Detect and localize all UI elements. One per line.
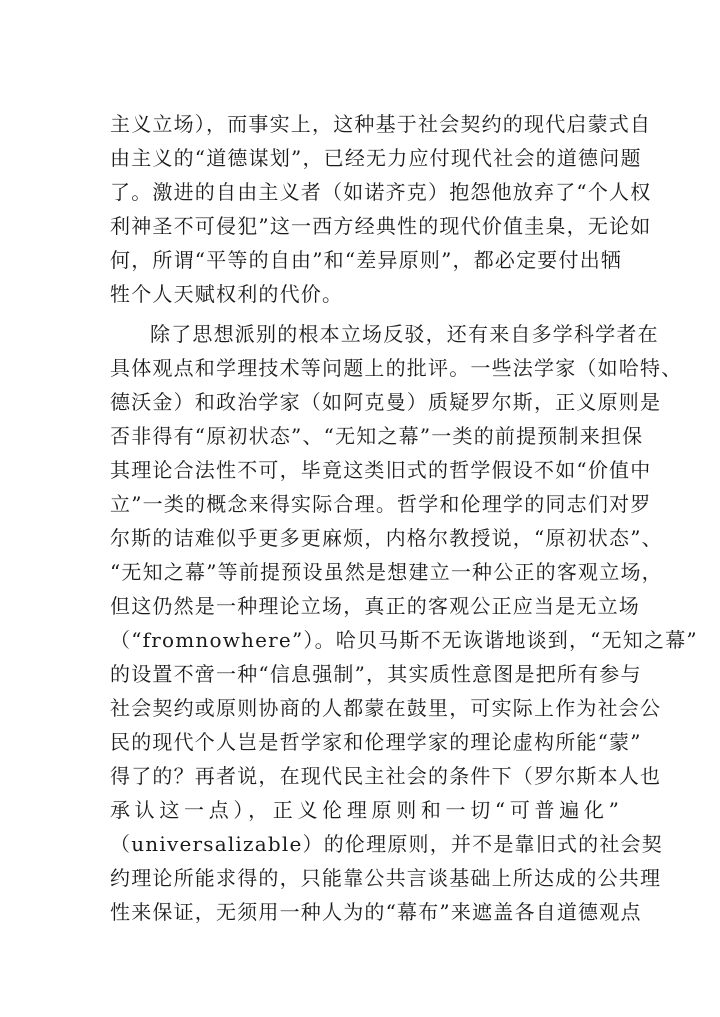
text-line: 尔斯的诘难似乎更多更麻烦，内格尔教授说，“原初状态”、 xyxy=(110,526,663,550)
text-line: 否非得有“原初状态”、“无知之幕”一类的前提预制来担保 xyxy=(110,424,644,448)
text-line: 何，所谓“平等的自由”和“差异原则”，都必定要付出牺 xyxy=(110,248,623,272)
text-line: （universalizable）的伦理原则，并不是靠旧式的社会契 xyxy=(110,832,663,856)
text-line: 德沃金）和政治学家（如阿克曼）质疑罗尔斯，正义原则是 xyxy=(110,390,662,414)
text-line: 得了的？再者说，在现代民主社会的条件下（罗尔斯本人也 xyxy=(110,764,662,788)
text-line: （“fromnowhere”）。哈贝马斯不无诙谐地谈到，“无知之幕” xyxy=(110,628,698,652)
text-line: 其理论合法性不可，毕竟这类旧式的哲学假设不如“价值中 xyxy=(110,458,652,482)
paragraph-first-line: 除了思想派别的根本立场反驳，还有来自多学科学者在 xyxy=(150,322,659,346)
text-line: 的设置不啻一种“信息强制”，其实质性意图是把所有参与 xyxy=(110,662,642,686)
text-line: 牲个人天赋权利的代价。 xyxy=(110,282,344,306)
text-line: 利神圣不可侵犯”这一西方经典性的现代价值圭臬，无论如 xyxy=(110,214,652,238)
text-line: 由主义的“道德谋划”，已经无力应付现代社会的道德问题 xyxy=(110,146,642,170)
text-line: 社会契约或原则协商的人都蒙在鼓里，可实际上作为社会公 xyxy=(110,696,662,720)
text-line: 具体观点和学理技术等问题上的批评。一些法学家（如哈特、 xyxy=(110,356,683,380)
text-line: 立”一类的概念来得实际合理。哲学和伦理学的同志们对罗 xyxy=(110,492,652,516)
text-line: 主义立场），而事实上，这种基于社会契约的现代启蒙式自 xyxy=(110,112,652,136)
text-line: 性来保证，无须用一种人为的“幕布”来遮盖各自道德观点 xyxy=(110,900,642,924)
text-line: “无知之幕”等前提预设虽然是想建立一种公正的客观立场， xyxy=(110,560,663,584)
text-line: 约理论所能求得的，只能靠公共言谈基础上所达成的公共理 xyxy=(110,866,662,890)
text-line: 了。激进的自由主义者（如诺齐克）抱怨他放弃了“个人权 xyxy=(110,180,652,204)
text-line: 但这仍然是一种理论立场，真正的客观公正应当是无立场 xyxy=(110,594,640,618)
text-line: 民的现代个人岂是哲学家和伦理学家的理论虚构所能“蒙” xyxy=(110,730,642,754)
text-line: 承认这一点），正义伦理原则和一切“可普遍化” xyxy=(110,798,620,822)
